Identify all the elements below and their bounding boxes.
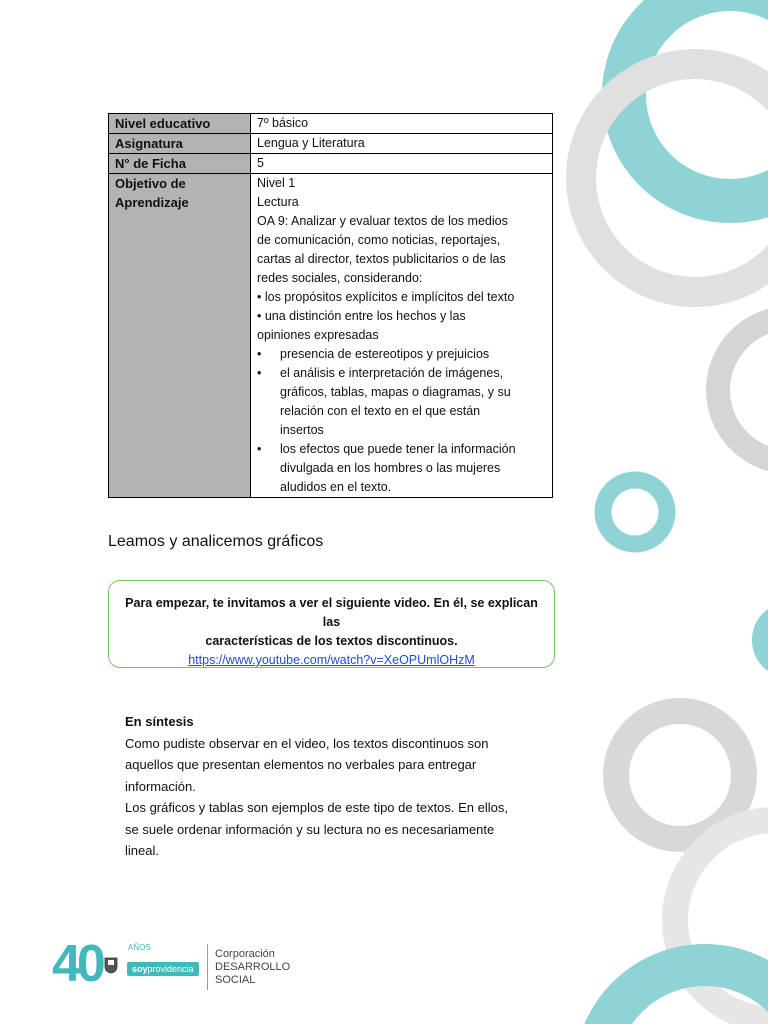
list-item xyxy=(257,440,546,497)
ring-top-teal xyxy=(624,0,768,201)
table-row xyxy=(109,134,553,154)
brand-tag xyxy=(127,962,199,976)
bullet-line: relación con el texto en el que están xyxy=(280,404,481,418)
synthesis-heading: En síntesis xyxy=(125,714,194,729)
bullet-line: • presencia de estereotipos y prejuicios xyxy=(280,347,490,361)
objective-line: redes sociales, considerando: xyxy=(257,271,423,285)
coat-of-arms-icon xyxy=(104,956,118,974)
row-label: Asignatura xyxy=(109,134,251,154)
objective-line: OA 9: Analizar y evaluar textos de los medios xyxy=(257,214,508,228)
org-line: DESARROLLO xyxy=(215,961,291,973)
objective-label-line: Objetivo de xyxy=(115,176,186,191)
synthesis-line: aquellos que presentan elementos no verbales para entregar xyxy=(125,757,477,772)
brand-providencia: providencia xyxy=(147,964,194,974)
objective-text xyxy=(257,174,546,345)
objective-line: • una distinción entre los hechos y las xyxy=(257,309,466,323)
table-row xyxy=(109,114,553,134)
row-value: 7º básico xyxy=(251,114,553,134)
logo-divider xyxy=(207,944,208,990)
row-label: Nivel educativo xyxy=(109,114,251,134)
bullet-line: • el análisis e interpretación de imágenes, xyxy=(280,366,504,380)
video-link[interactable]: https://www.youtube.com/watch?v=XeOPUmlOHzM xyxy=(188,653,475,667)
objective-line: Lectura xyxy=(257,195,299,209)
objective-line: cartas al director, textos publicitarios o de las xyxy=(257,252,506,266)
org-line: Corporación xyxy=(215,948,275,960)
brand-soy: soy xyxy=(132,964,148,974)
synthesis-section xyxy=(125,711,545,862)
objective-line: de comunicación, como noticias, reportajes, xyxy=(257,233,501,247)
section-title: Leamos y analicemos gráficos xyxy=(108,533,324,550)
ring-small-teal xyxy=(603,480,667,544)
organization-name xyxy=(215,948,290,987)
bullet-line: aludidos en el texto. xyxy=(280,480,392,494)
list-item xyxy=(257,345,546,364)
objective-bullet-list xyxy=(257,345,546,497)
objective-label xyxy=(109,174,251,498)
synthesis-line: información. xyxy=(125,778,196,794)
callout-line: características de los textos discontinuos. xyxy=(205,634,458,648)
objective-line: Nivel 1 xyxy=(257,176,296,190)
row-value: 5 xyxy=(251,154,553,174)
callout-line: Para empezar, te invitamos a ver el siguiente video. En él, se explican las xyxy=(125,596,538,629)
synthesis-line: Como pudiste observar en el video, los textos discontinuos son xyxy=(125,735,489,751)
bullet-line: divulgada en los hombres o las mujeres xyxy=(280,461,501,475)
list-item xyxy=(257,364,546,440)
row-value: Lengua y Literatura xyxy=(251,134,553,154)
course-info-table xyxy=(108,113,553,498)
footer-logo xyxy=(52,936,312,996)
bullet-line: gráficos, tablas, mapas o diagramas, y su xyxy=(280,385,511,399)
ring-edge-teal xyxy=(760,610,768,670)
org-line: SOCIAL xyxy=(215,974,256,986)
logo-anniversary-number: 40 xyxy=(52,935,102,993)
video-callout-box xyxy=(108,580,555,668)
objective-line: opiniones expresadas xyxy=(257,328,379,342)
synthesis-line: lineal. xyxy=(125,843,159,858)
synthesis-line: se suele ordenar información y su lectura no es necesariamente xyxy=(125,821,495,837)
bullet-line: • los efectos que puede tener la información xyxy=(280,442,516,456)
objective-line: • los propósitos explícitos e implícitos del texto xyxy=(257,290,515,304)
objective-content xyxy=(251,174,553,498)
table-row-objective xyxy=(109,174,553,498)
objective-label-line: Aprendizaje xyxy=(115,195,189,210)
table-row xyxy=(109,154,553,174)
ring-mid-gray xyxy=(718,318,768,462)
callout-intro xyxy=(109,594,554,651)
synthesis-line: Los gráficos y tablas son ejemplos de este tipo de textos. En ellos, xyxy=(125,800,508,815)
logo-years-label: AÑOS xyxy=(128,943,151,952)
bullet-line: insertos xyxy=(280,423,324,437)
row-label: N° de Ficha xyxy=(109,154,251,174)
